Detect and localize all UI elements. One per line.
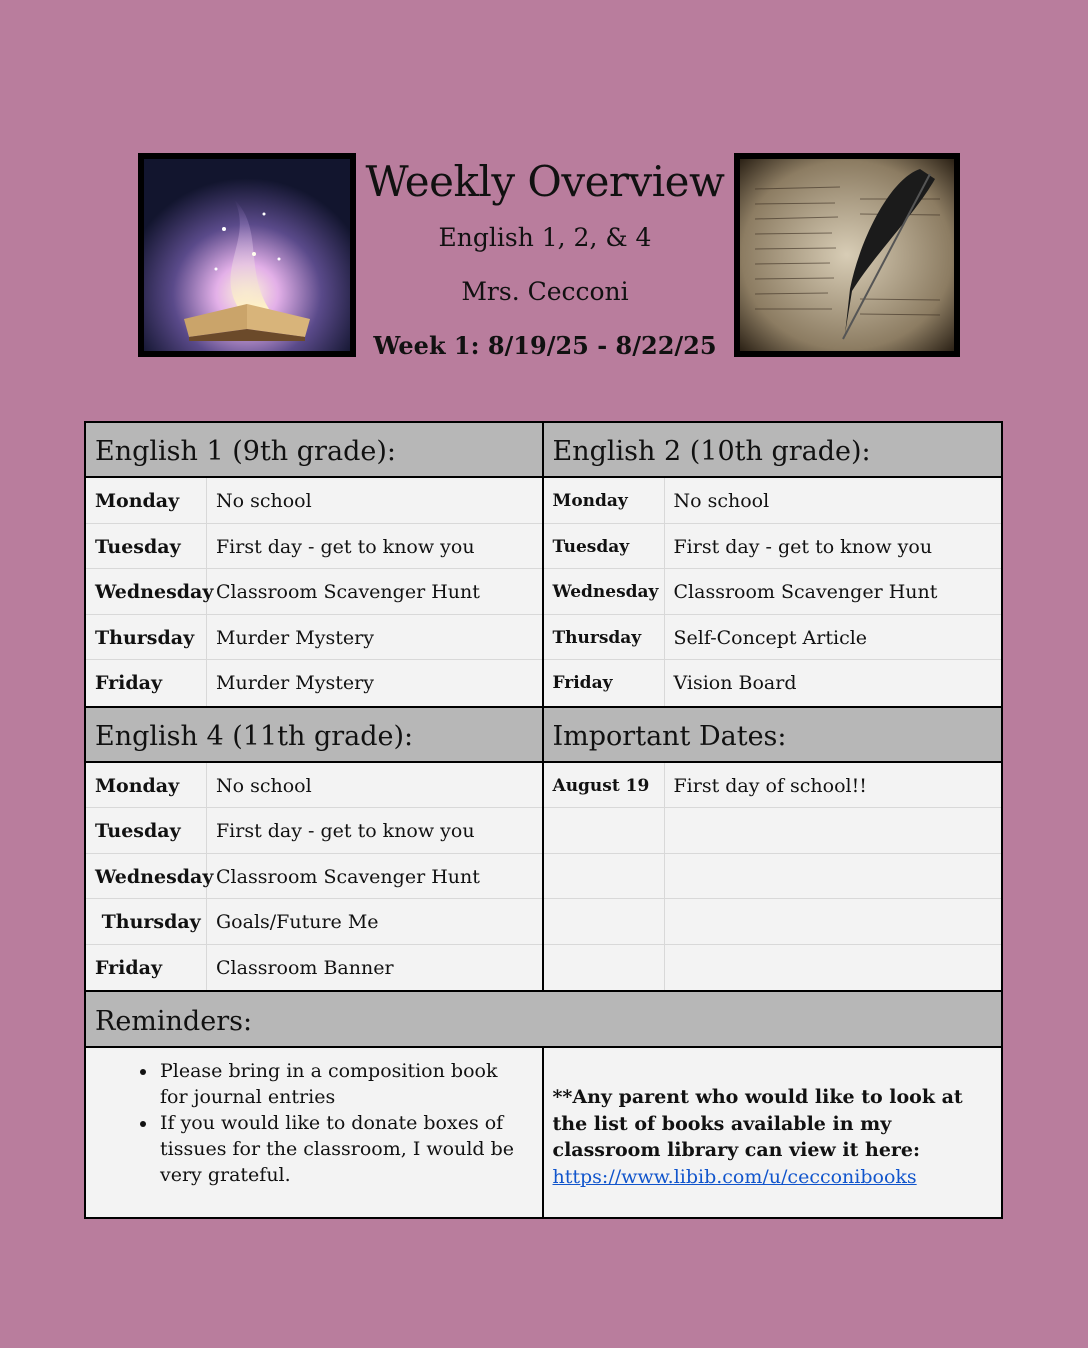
glowing-book-image bbox=[138, 153, 356, 357]
reminders-row bbox=[86, 1048, 1001, 1217]
day-activity: First day - get to know you bbox=[216, 535, 475, 558]
day-label: Wednesday bbox=[86, 569, 207, 614]
table-row bbox=[86, 808, 542, 854]
page-title: Weekly Overview bbox=[365, 157, 725, 206]
day-activity: Classroom Scavenger Hunt bbox=[673, 581, 938, 603]
day-activity: Classroom Banner bbox=[216, 956, 394, 979]
english-4-heading: English 4 (11th grade): bbox=[86, 708, 542, 763]
date-event bbox=[665, 945, 674, 991]
reminders-heading: Reminders: bbox=[86, 992, 1001, 1048]
teacher-name: Mrs. Cecconi bbox=[461, 277, 629, 306]
date-event bbox=[665, 899, 674, 944]
list-item: • Please bring in a composition book for journal entries bbox=[158, 1058, 528, 1110]
table-row bbox=[86, 899, 542, 945]
table-row bbox=[86, 569, 542, 615]
english-2-days bbox=[544, 478, 1002, 706]
day-label: Friday bbox=[86, 660, 207, 706]
day-activity: Vision Board bbox=[673, 672, 797, 694]
date-event: First day of school!! bbox=[673, 774, 867, 797]
section-english-1-2 bbox=[86, 423, 1001, 708]
table-row bbox=[86, 524, 542, 570]
date-event bbox=[665, 808, 674, 853]
english-1-days bbox=[86, 478, 542, 706]
day-label: Thursday bbox=[86, 899, 207, 944]
day-activity: Murder Mystery bbox=[216, 626, 374, 649]
day-activity: No school bbox=[673, 490, 770, 512]
date-label: August 19 bbox=[544, 763, 665, 808]
title-block bbox=[356, 150, 734, 362]
table-row bbox=[544, 615, 1002, 661]
reminders-list-cell bbox=[86, 1048, 544, 1217]
day-activity: No school bbox=[216, 490, 312, 512]
day-activity: First day - get to know you bbox=[673, 535, 933, 558]
library-link[interactable]: https://www.libib.com/u/cecconibooks bbox=[552, 1165, 917, 1188]
table-row bbox=[544, 524, 1002, 570]
day-activity: Goals/Future Me bbox=[216, 911, 379, 933]
table-row bbox=[544, 569, 1002, 615]
table-row bbox=[544, 854, 1002, 900]
english-2-heading: English 2 (10th grade): bbox=[544, 423, 1002, 478]
section-english-4-dates bbox=[86, 708, 1001, 993]
table-row bbox=[86, 945, 542, 991]
day-label: Friday bbox=[86, 945, 207, 991]
library-note: **Any parent who would like to look at the list of books available in my classroom library can view it here: bbox=[552, 1086, 963, 1161]
date-label bbox=[544, 854, 665, 899]
table-row bbox=[544, 763, 1002, 809]
list-item: • If you would like to donate boxes of tissues for the classroom, I would be very grateful. bbox=[158, 1110, 528, 1188]
day-label: Tuesday bbox=[544, 524, 665, 569]
table-row bbox=[544, 945, 1002, 991]
english-2-panel bbox=[544, 423, 1002, 706]
page-subtitle: English 1, 2, & 4 bbox=[438, 223, 652, 252]
header bbox=[0, 0, 1088, 400]
important-dates-heading: Important Dates: bbox=[544, 708, 1002, 763]
date-label bbox=[544, 899, 665, 944]
day-label: Tuesday bbox=[86, 524, 207, 569]
day-activity: Classroom Scavenger Hunt bbox=[216, 581, 480, 603]
table-row bbox=[544, 808, 1002, 854]
table-row bbox=[544, 478, 1002, 524]
day-activity: First day - get to know you bbox=[216, 820, 475, 842]
week-range: Week 1: 8/19/25 - 8/22/25 bbox=[373, 331, 717, 360]
day-label: Thursday bbox=[86, 615, 207, 660]
important-dates-panel bbox=[544, 708, 1002, 991]
english-1-heading: English 1 (9th grade): bbox=[86, 423, 542, 478]
day-label: Monday bbox=[86, 478, 207, 523]
table-row bbox=[86, 478, 542, 524]
date-event bbox=[665, 854, 674, 899]
table-row bbox=[86, 854, 542, 900]
english-4-days bbox=[86, 763, 542, 991]
library-note-cell bbox=[544, 1048, 1002, 1217]
day-activity: Classroom Scavenger Hunt bbox=[216, 865, 480, 888]
day-label: Monday bbox=[544, 478, 665, 523]
table-row bbox=[544, 899, 1002, 945]
day-label: Monday bbox=[86, 763, 207, 808]
date-label bbox=[544, 808, 665, 853]
schedule-table bbox=[84, 421, 1003, 1219]
table-row bbox=[86, 763, 542, 809]
date-label bbox=[544, 945, 665, 991]
day-activity: Murder Mystery bbox=[216, 672, 374, 694]
table-row bbox=[86, 615, 542, 661]
day-activity: Self-Concept Article bbox=[673, 626, 868, 649]
day-label: Friday bbox=[544, 660, 665, 706]
table-row bbox=[544, 660, 1002, 706]
quill-manuscript-image bbox=[734, 153, 960, 357]
table-row bbox=[86, 660, 542, 706]
english-4-panel bbox=[86, 708, 544, 991]
day-activity: No school bbox=[216, 774, 312, 797]
reminders-list bbox=[126, 1058, 528, 1188]
day-label: Thursday bbox=[544, 615, 665, 660]
day-label: Tuesday bbox=[86, 808, 207, 853]
important-dates-list bbox=[544, 763, 1002, 991]
reminders-section bbox=[86, 992, 1001, 1217]
day-label: Wednesday bbox=[86, 854, 207, 899]
english-1-panel bbox=[86, 423, 544, 706]
day-label: Wednesday bbox=[544, 569, 665, 614]
